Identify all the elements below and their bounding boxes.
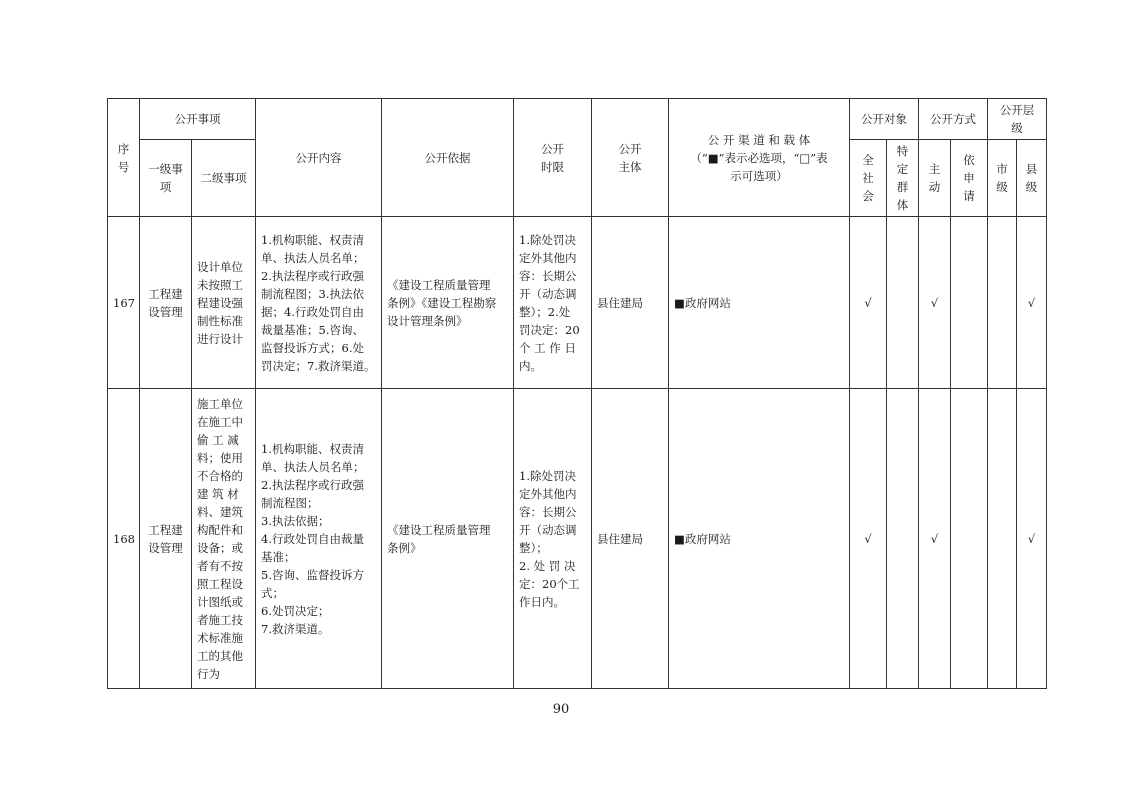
row-level1: 工程建 设管理 bbox=[140, 389, 192, 689]
row-channel: ■政府网站 bbox=[669, 217, 850, 389]
header-subject: 公开 主体 bbox=[592, 99, 669, 217]
row-content: 1.机构职能、权责清 单、执法人员名单； 2.执法程序或行政强 制流程图； 3.执法依据； 4.行政处罚自由裁量 基准； 5.咨询、监督投诉方 式； 6.处罚决定； 7.救济渠道。 bbox=[256, 389, 382, 689]
header-time-limit: 公开 时限 bbox=[514, 99, 592, 217]
row-on-request bbox=[951, 389, 988, 689]
header-county: 县 级 bbox=[1017, 140, 1047, 217]
row-active: √ bbox=[919, 217, 951, 389]
header-city: 市 级 bbox=[988, 140, 1017, 217]
header-channel: 公 开 渠 道 和 载 体 （“■”表示必选项，“□”表 示可选项） bbox=[669, 99, 850, 217]
row-time-limit: 1.除处罚决 定外其他内 容：长期公 开（动态调 整）；2.处 罚决定：20 个 工 作 日 内。 bbox=[514, 217, 592, 389]
row-city bbox=[988, 389, 1017, 689]
header-all-society: 全 社 会 bbox=[850, 140, 887, 217]
row-all-society: √ bbox=[850, 217, 887, 389]
row-on-request bbox=[951, 217, 988, 389]
row-time-limit: 1.除处罚决 定外其他内 容：长期公 开（动态调 整）； 2. 处 罚 决 定：20个工 作日内。 bbox=[514, 389, 592, 689]
row-subject: 县住建局 bbox=[592, 389, 669, 689]
header-level2: 二级事项 bbox=[192, 140, 256, 217]
table-row bbox=[108, 217, 1047, 389]
row-specific-group bbox=[887, 389, 919, 689]
table-row bbox=[108, 389, 1047, 689]
disclosure-table bbox=[107, 98, 1047, 689]
header-items: 公开事项 bbox=[140, 99, 256, 140]
row-content: 1.机构职能、权责清 单、执法人员名单； 2.执法程序或行政强 制流程图；3.执法依 据；4.行政处罚自由 裁量基准；5.咨询、 监督投诉方式；6.处 罚决定；7.救济渠道。 bbox=[256, 217, 382, 389]
row-level1: 工程建 设管理 bbox=[140, 217, 192, 389]
page-number: 90 bbox=[552, 702, 570, 717]
row-level2: 施工单位 在施工中 偷 工 减 料；使用 不合格的 建 筑 材 料、建筑 构配件和 设备；或 者有不按 照工程设 计图纸或 者施工技 术标准施 工的其他 行为 bbox=[192, 389, 256, 689]
row-level2: 设计单位 未按照工 程建设强 制性标准 进行设计 bbox=[192, 217, 256, 389]
row-basis: 《建设工程质量管理 条例》《建设工程勘察 设计管理条例》 bbox=[382, 217, 514, 389]
header-level1: 一级事 项 bbox=[140, 140, 192, 217]
row-active: √ bbox=[919, 389, 951, 689]
row-specific-group bbox=[887, 217, 919, 389]
row-city bbox=[988, 217, 1017, 389]
row-subject: 县住建局 bbox=[592, 217, 669, 389]
row-all-society: √ bbox=[850, 389, 887, 689]
header-basis: 公开依据 bbox=[382, 99, 514, 217]
header-target: 公开对象 bbox=[850, 99, 919, 140]
row-seq: 167 bbox=[108, 217, 140, 389]
header-on-request: 依 申 请 bbox=[951, 140, 988, 217]
header-specific-group: 特 定 群 体 bbox=[887, 140, 919, 217]
row-channel: ■政府网站 bbox=[669, 389, 850, 689]
row-county: √ bbox=[1017, 217, 1047, 389]
header-content: 公开内容 bbox=[256, 99, 382, 217]
row-basis: 《建设工程质量管理 条例》 bbox=[382, 389, 514, 689]
header-level-scope: 公开层 级 bbox=[988, 99, 1047, 140]
row-county: √ bbox=[1017, 389, 1047, 689]
header-row-1 bbox=[108, 99, 1047, 140]
header-active: 主 动 bbox=[919, 140, 951, 217]
header-seq: 序 号 bbox=[108, 99, 140, 217]
row-seq: 168 bbox=[108, 389, 140, 689]
header-method: 公开方式 bbox=[919, 99, 988, 140]
